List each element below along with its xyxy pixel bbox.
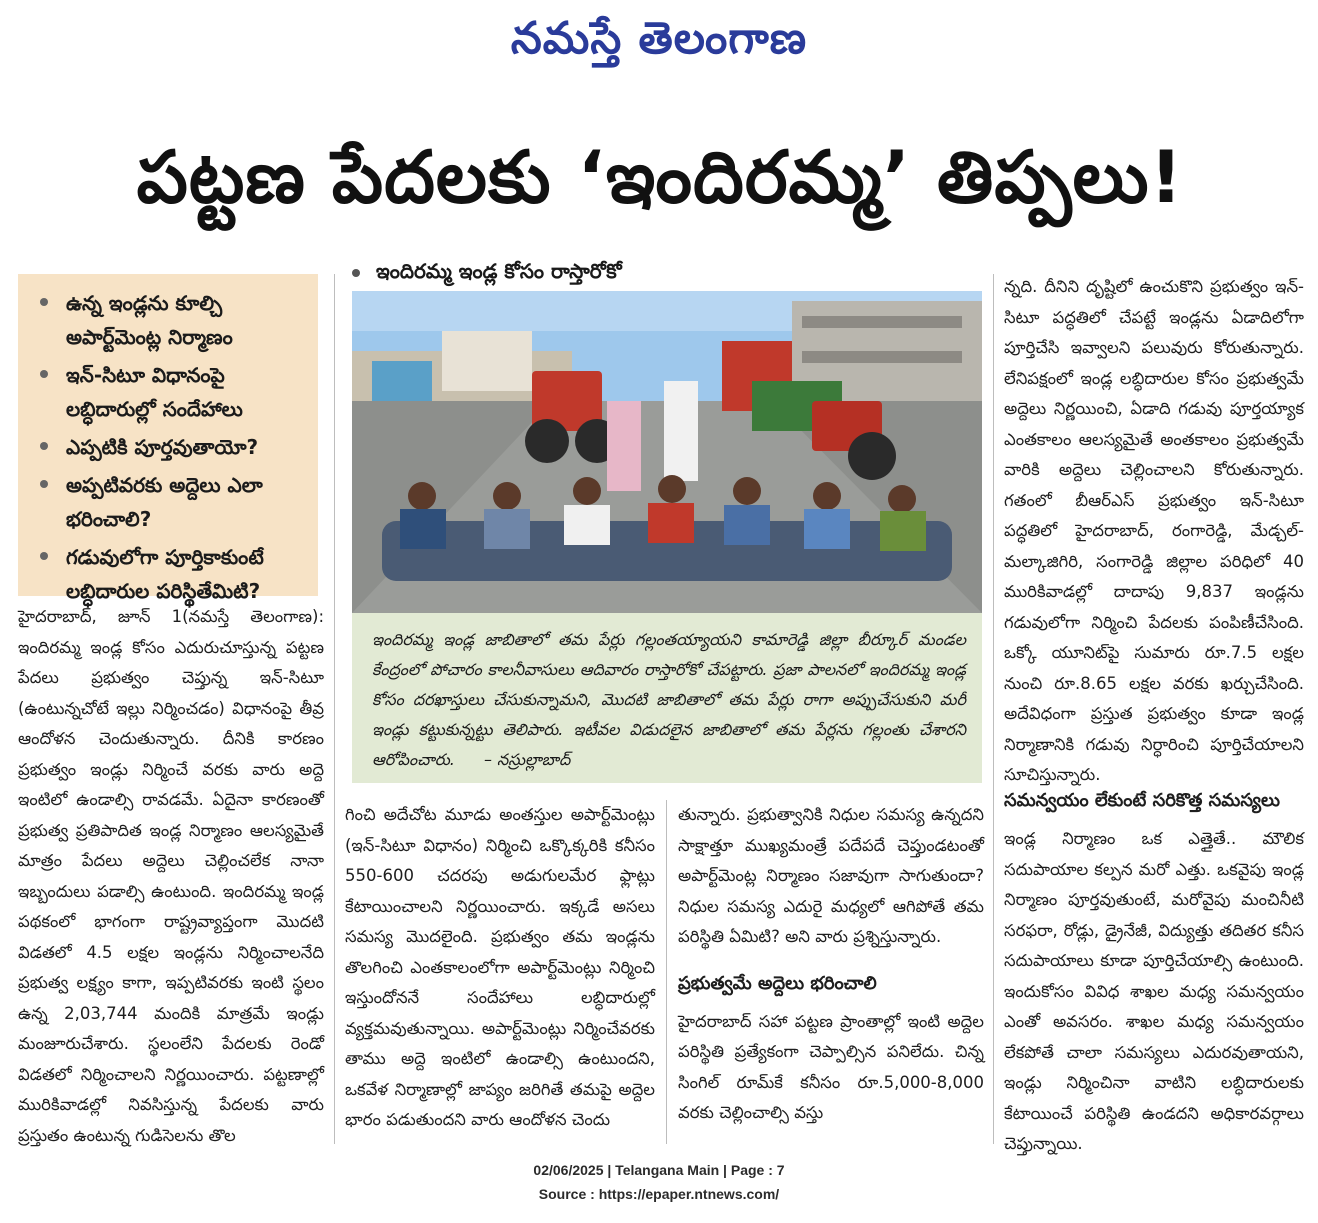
subheading: ప్రభుత్వమే అద్దెలు భరించాలి [678,972,877,994]
page-footer [0,1158,1318,1206]
edition-info: 02/06/2025 | Telangana Main | Page : 7 [533,1162,785,1178]
column-divider [666,800,667,1144]
photo-caption: ఇందిరమ్మ ఇండ్ల జాబితాలో తమ పేర్లు గల్లంతయ్యాయని కామారెడ్డి జిల్లా బీర్కూర్ మండల కేంద్రంలో పోచారం కాలనీవాసులు ఆదివారం రాస్తారోకో చేపట్టారు. ప్రజా పాలనలో ఇందిరమ్మ ఇండ్ల కోసం దరఖాస్తులు చేసుకున్నామని, మొదటి జాబితాలో తమ పేర్లు రాగా అప్పుచేసుకుని మరీ ఇండ్లు కట్టుకున్నట్టు తెలిపారు. ఇటీవల విడుదలైన జాబితాలో తమ పేర్లను గల్లంతు చేశారని ఆరోపించారు. – నస్రుల్లాబాద్ [352,613,982,783]
highlight-item: ఇన్‌-సిటూ విధానంపై లబ్ధిదారుల్లో సందేహాలు [32,358,308,426]
article-column-4 [1004,272,1304,791]
bullet-icon [352,269,360,277]
body-paragraph: ఇండ్ల నిర్మాణం ఒక ఎత్తైతే.. మౌలిక సదుపాయాల కల్పన మరో ఎత్తు. ఒకవైపు ఇండ్ల నిర్మాణం పూర్తవుతుంటే, మరోవైపు మంచినీటి సరఫరా, రోడ్లు, డ్రైనేజీ, విద్యుత్తు తదితర కనీస సదుపాయాలు కూడా పూర్తిచేయాల్సి ఉంటుంది. ఇందుకోసం వివిధ శాఖల మధ్య సమన్వయం ఎంతో అవసరం. శాఖల మధ్య సమన్వయం లేకపోతే చాలా సమస్యలు ఎదురవుతాయని, ఇండ్లు నిర్మించినా వాటిని లబ్ధిదారులకు కేటాయించే పరిస్థితి ఉండదని అధికారవర్గాలు చెప్తున్నాయి. [1004,829,1304,1153]
headline: పట్టణ పేదలకు ‘ఇందిరమ్మ’ తిప్పలు! [136,135,1184,219]
column-divider [993,274,994,1144]
bullet-icon [40,370,48,378]
source-link[interactable]: Source : https://epaper.ntnews.com/ [538,1186,780,1202]
article-column-4-continued [1004,790,1304,1160]
bullet-icon [40,552,48,560]
highlight-item: అప్పటివరకు అద్దెలు ఎలా భరించాలి? [32,468,308,536]
article-column-3 [678,800,984,1129]
highlights-box [18,274,318,603]
bullet-icon [40,298,48,306]
article-column-1 [18,602,324,1151]
bullet-icon [40,480,48,488]
body-paragraph: గించి అదేచోట మూడు అంతస్తుల అపార్ట్‌మెంట్లు (ఇన్‌-సిటూ విధానం) నిర్మించి ఒక్కొక్కరికి కనీసం 550-600 చదరపు అడుగులమేర ఫ్లాట్లు కేటాయించాలని నిర్ణయించారు. ఇక్కడే అసలు సమస్య మొదలైంది. ప్రభుత్వం తమ ఇండ్లను తొలగించి ఎంతకాలంలోగా అపార్ట్‌మెంట్లు నిర్మించి ఇస్తుందోననే సందేహాలు లబ్ధిదారుల్లో వ్యక్తమవుతున్నాయి. అపార్ట్‌మెంట్లు నిర్మించేవరకు తాము అద్దె ఇంటిలో ఉండాల్సి ఉంటుందని, ఒకవేళ నిర్మాణాల్లో జాప్యం జరిగితే తమపై అద్దెల భారం పడుతుందని వారు ఆందోళన చెందు [345,805,655,1129]
article-column-2 [345,800,655,1136]
highlight-item: ఉన్న ఇండ్లను కూల్చి అపార్ట్‌మెంట్ల నిర్మాణం [32,286,308,354]
photo-credit: – నస్రుల్లాబాద్ [483,750,571,769]
body-paragraph: తున్నారు. ప్రభుత్వానికి నిధుల సమస్య ఉన్నదని సాక్షాత్తూ ముఖ్యమంత్రే పదేపదే చెప్తుండటంతో అపార్ట్‌మెంట్ల నిర్మాణం సజావుగా సాగుతుందా? నిధుల సమస్య ఎదురై మధ్యలో ఆగిపోతే తమ పరిస్థితి ఏమిటి? అని వారు ప్రశ్నిస్తున్నారు. [678,805,984,946]
body-paragraph: హైదరాబాద్‌, జూన్‌ 1(నమస్తే తెలంగాణ): ఇందిరమ్మ ఇండ్ల కోసం ఎదురుచూస్తున్న పట్టణ పేదలు ప్రభుత్వం చెప్తున్న ఇన్‌-సిటూ (ఉంటున్నచోటే ఇల్లు నిర్మించడం) విధానంపై తీవ్ర ఆందోళన చెందుతున్నారు. దీనికి కారణం ప్రభుత్వం ఇండ్లు నిర్మించే వరకు వారు అద్దె ఇంటిలో ఉండాల్సి రావడమే. ఏదైనా కారణంతో ప్రభుత్వ ప్రతిపాదిత ఇండ్ల నిర్మాణం ఆలస్యమైతే మాత్రం పేదలు అద్దెలు చెల్లించలేక నానా ఇబ్బందులు పడాల్సి ఉంటుంది. ఇందిరమ్మ ఇండ్ల పథకంలో భాగంగా రాష్ట్రవ్యాప్తంగా మొదటి విడతలో 4.5 లక్షల ఇండ్లను నిర్మించాలనేది ప్రభుత్వ లక్ష్యం కాగా, ఇప్పటివరకు ఇంటి స్థలం ఉన్న 2,03,744 మందికి మాత్రమే ఇండ్లు మంజూరుచేశారు. స్థలంలేని పేదలకు రెండో విడతలో నిర్మించాలని నిర్ణయించారు. పట్టణాల్లో మురికివాడల్లో నివసిస్తున్న పేదలకు వారు ప్రస్తుతం ఉంటున్న గుడిసెలను తొల [18,607,324,1145]
highlight-item: గడువులోగా పూర్తికాకుంటే లబ్ధిదారుల పరిస్థితేమిటి? [32,540,308,608]
highlight-item: ఎప్పటికి పూర్తవుతాయో? [32,430,308,464]
news-photo [352,291,982,613]
body-paragraph: న్నది. దీనిని దృష్టిలో ఉంచుకొని ప్రభుత్వం ఇన్‌-సిటూ పద్ధతిలో చేపట్టే ఇండ్లను ఏడాదిలోగా పూర్తిచేసి ఇవ్వాలని పలువురు కోరుతున్నారు. లేనిపక్షంలో ఇండ్ల లబ్ధిదారుల కోసం ప్రభుత్వమే అద్దెలు నిర్ణయించి, ఏడాది గడువు పూర్తయ్యాక ఎంతకాలం ఆలస్యమైతే అంతకాలం ప్రభుత్వమే వారికి అద్దెలు చెల్లించాలని కోరుతున్నారు. గతంలో బీఆర్‌ఎస్‌ ప్రభుత్వం ఇన్‌-సిటూ పద్ధతిలో హైదరాబాద్‌, రంగారెడ్డి, మేడ్చల్‌-మల్కాజిగిరి, సంగారెడ్డి జిల్లాల పరిధిలో 40 మురికివాడల్లో దాదాపు 9,837 ఇండ్లను గడువులోగా నిర్మించి పేదలకు పంపిణీచేసింది. ఒక్కో యూనిట్‌పై సుమారు రూ.7.5 లక్షల నుంచి రూ.8.65 లక్షల వరకు ఖర్చుచేసింది. అదేవిధంగా ప్రస్తుత ప్రభుత్వం కూడా ఇండ్ల నిర్మాణానికి గడువు నిర్ధారించి పూర్తిచేయాలని సూచిస్తున్నారు. [1004,277,1304,784]
body-paragraph: హైదరాబాద్‌ సహా పట్టణ ప్రాంతాల్లో ఇంటి అద్దెల పరిస్థితి ప్రత్యేకంగా చెప్పాల్సిన పనిలేదు. చిన్న సింగిల్‌ రూమ్‌కే కనీసం రూ.5,000-8,000 వరకు చెల్లించాల్సి వస్తు [678,1011,984,1122]
masthead-logo: నమస్తే తెలంగాణ [510,13,808,64]
bullet-icon [40,442,48,450]
subheading: సమన్వయం లేకుంటే సరికొత్త సమస్యలు [1004,790,1281,811]
photo-label: ఇందిరమ్మ ఇండ్ల కోసం రాస్తారోకో [352,256,972,286]
column-divider [334,274,335,1144]
